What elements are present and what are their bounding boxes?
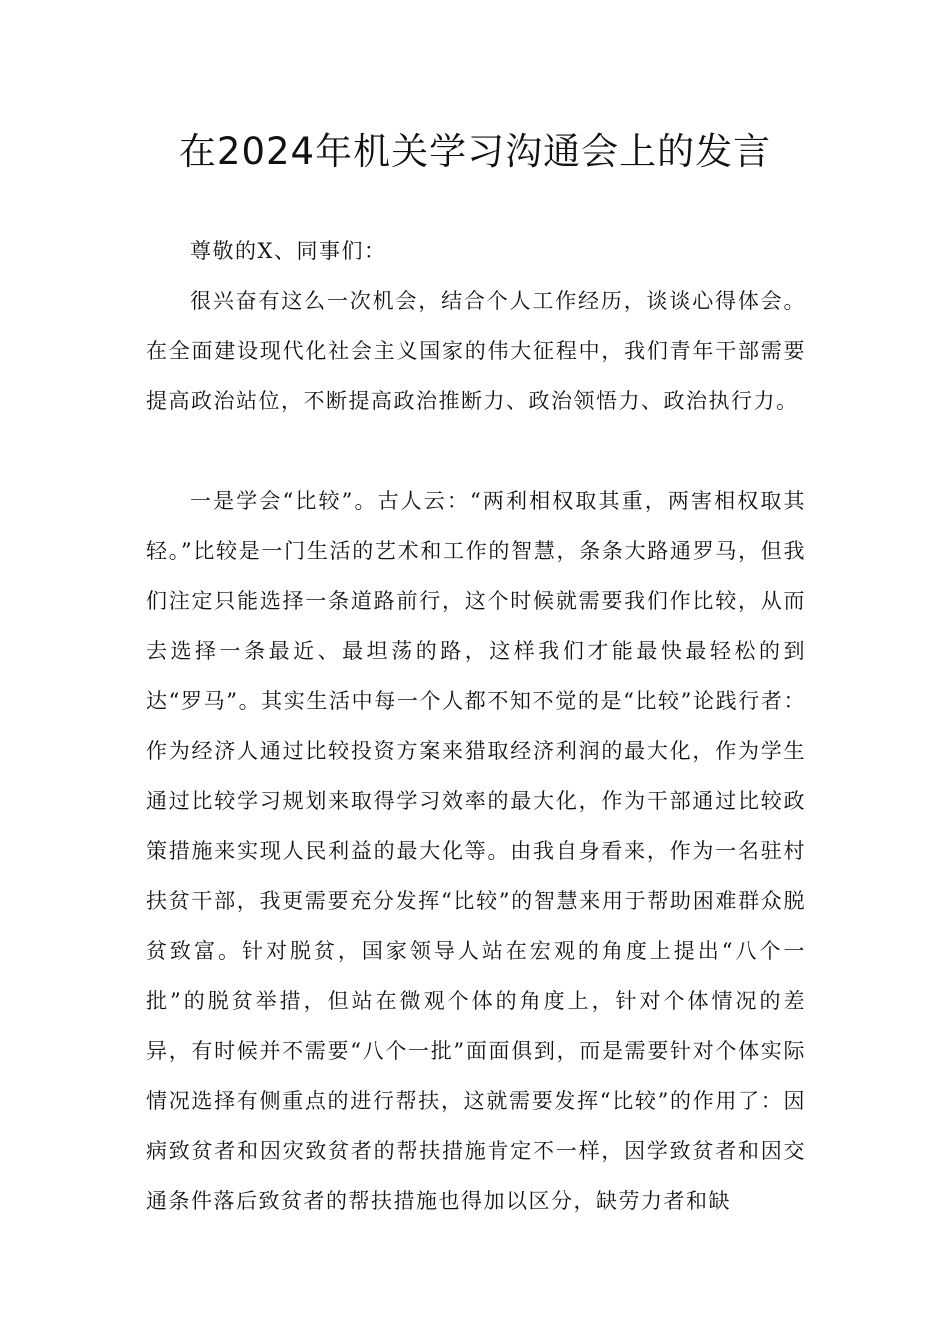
document-title: 在2024年机关学习沟通会上的发言: [178, 130, 772, 173]
salutation: 尊敬的X、同事们：: [190, 239, 387, 263]
paragraph-comparison: 一是学会“比较”。古人云：“两利相权取其重，两害相权取其轻。”比较是一门生活的艺术和工作的智慧，条条大路通罗马，但我们注定只能选择一条道路前行，这个时候就需要我们作比较，从而去选择一条最近、最坦荡的路，这样我们才能最快最轻松的到达“罗马”。其实生活中每一个人都不知不觉的是“比较”论践行者：作为经济人通过比较投资方案来猎取经济利润的最大化，作为学生通过比较学习规划来取得学习效率的最大化，作为干部通过比较政策措施来实现人民利益的最大化等。由我自身看来，作为一名驻村扶贫干部，我更需要充分发挥“比较”的智慧来用于帮助困难群众脱贫致富。针对脱贫，国家领导人站在宏观的角度上提出“八个一批”的脱贫举措，但站在微观个体的角度上，针对个体情况的差异，有时候并不需要“八个一批”面面俱到，而是需要针对个体实际情况选择有侧重点的进行帮扶，这就需要发挥“比较”的作用了：因病致贫者和因灾致贫者的帮扶措施肯定不一样，因学致贫者和因交通条件落后致贫者的帮扶措施也得加以区分，缺劳力者和缺: [146, 489, 806, 1213]
paragraph-intro: 很兴奋有这么一次机会，结合个人工作经历，谈谈心得体会。在全面建设现代化社会主义国家的伟大征程中，我们青年干部需要提高政治站位，不断提高政治推断力、政治领悟力、政治执行力。: [146, 289, 806, 413]
